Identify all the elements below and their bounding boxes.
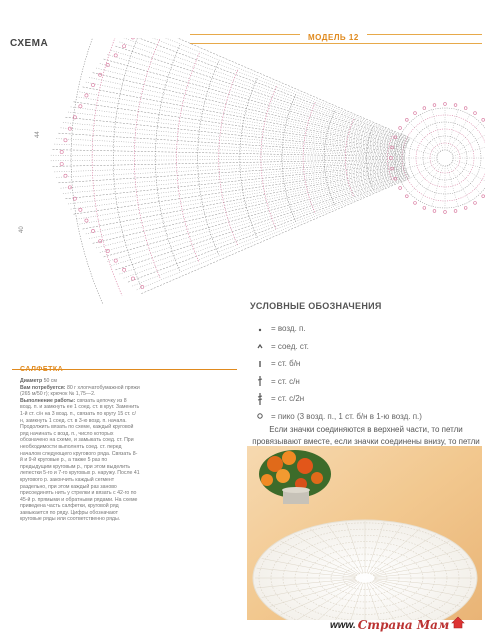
watermark-brand: Страна Мам [357,618,450,632]
double-crochet-icon [253,375,267,387]
napkin-photo [247,446,482,620]
legend-note: Если значки соединяются в верхней части, то петли провязывают вместе, если значки соединены внизу, то петли [252,425,480,446]
house-logo-icon [451,616,465,634]
diameter-label: Диаметр [20,378,43,384]
legend-item-text: = ст. с/2н [271,394,305,404]
schema-title: СХЕМА [10,38,49,49]
legend-item-text: = ст. б/н [271,359,301,369]
watermark [330,616,465,634]
legend-item [253,373,488,391]
row-number-label: 40 [19,226,25,233]
legend [253,320,488,425]
treble-crochet-icon [253,392,267,406]
picot-icon [253,412,267,420]
legend-title: УСЛОВНЫЕ ОБОЗНАЧЕНИЯ [250,301,382,311]
work-text: связать цепочку из 8 возд. п. и замкнуть ее 1 соед. ст. в круг. Заменить 1-й ст. с/н на 3 возд. п., связать по кругу 15 ст. с/н, замкнуть 1 соед. ст. в 3-ю возд. п. начала. Продолжить вязать по схеме, каждый круговой ряд начинать с возд. п., число которых обозначено на схеме, и замыкать соед. ст. При необходимости выполнять соед. ст. перед началом следующего кругового ряда. Связать 8-й и 9-й круговые р., а также 5 раз по предыдущим круговым р., при этом выделить лепестки 5-го и 7-го круговых р. наружу. После 41 кругового р. закончить каждый сегмент раздельно, при этом каждый раз заново присоединять нить у стрелки и вязать с 42-го по 45-й р. прямыми и обратными рядами. На схеме приведена часть салфетки, круговой ряд замыкается по ряду. Цифры обозначают круговые ряды или соответственно ряды. [20,397,140,523]
legend-item [253,338,488,356]
diagram-center-circle [390,103,485,214]
row-number-label: 44 [35,131,41,138]
photo-illustration [247,446,482,620]
napkin-instructions [20,378,140,523]
legend-item [253,320,488,338]
crochet-diagram [15,38,485,338]
single-crochet-icon [253,359,267,369]
diagram-wedge [51,38,410,304]
legend-item-text: = ст. с/н [271,376,300,386]
legend-item-text: = соед. ст. [271,341,309,351]
legend-item-text: = возд. п. [271,324,306,334]
legend-item-text: = пико (3 возд. п., 1 ст. б/н в 1-ю возд. п.) [271,411,422,421]
legend-item [253,390,488,408]
chain-stitch-icon [253,325,267,333]
slip-stitch-icon [253,342,267,350]
watermark-prefix: www. [330,619,356,631]
model-label: МОДЕЛЬ 12 [300,33,367,42]
legend-item [253,355,488,373]
legend-item [253,408,488,426]
napkin-title: САЛФЕТКА [20,366,64,373]
work-label: Выполнение работы: [20,397,76,404]
materials-label: Вам потребуется: [20,384,66,391]
diameter-value: 50 см [43,378,57,384]
materials-text: 80 г хлопчатобумажной пряжи (265 м/50 г); крючок № 1,75—2. [20,384,140,398]
